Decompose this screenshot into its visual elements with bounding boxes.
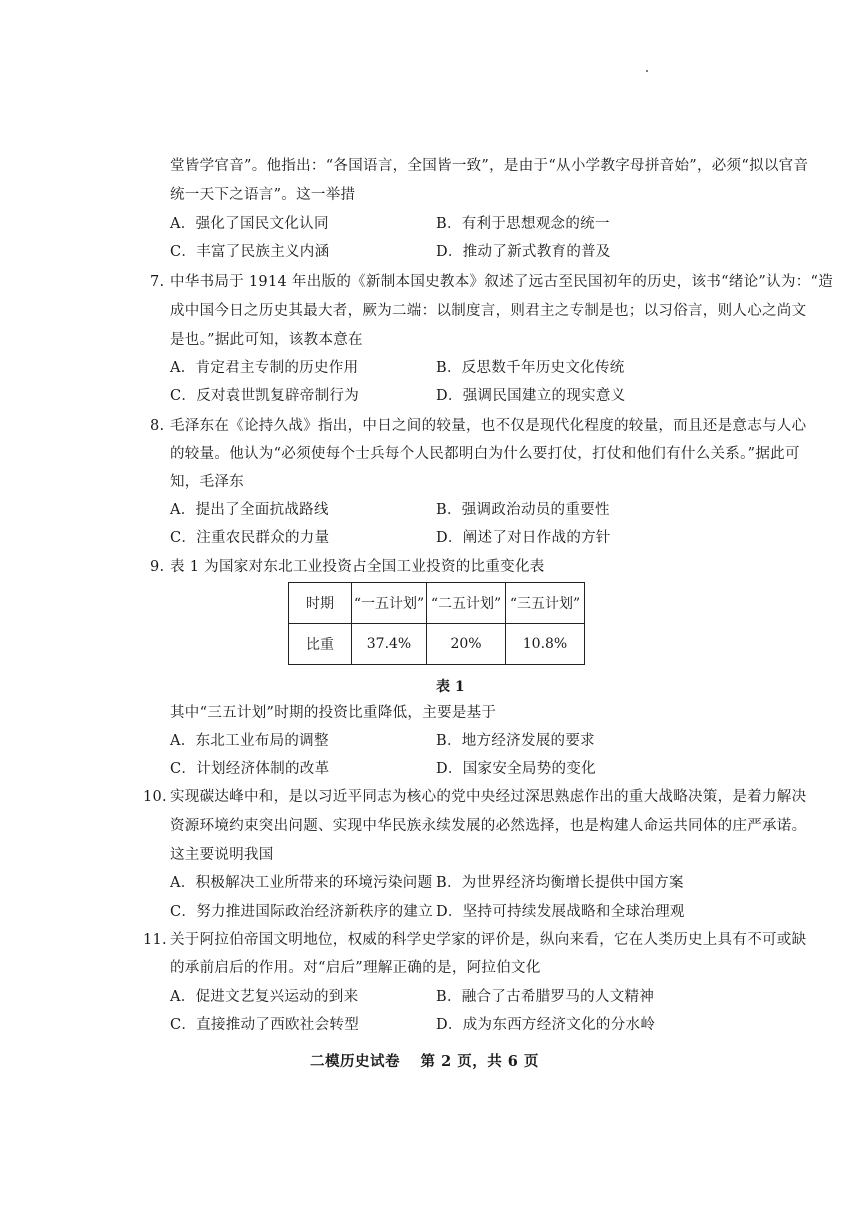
table-header-row: [289, 583, 585, 624]
table-caption: 表 1: [436, 679, 465, 695]
question-7-option-b: B．反思数千年历史文化传统: [436, 360, 625, 376]
question-9-option-a: A．东北工业布局的调整: [170, 733, 329, 749]
question-9-number: 9.: [150, 559, 165, 575]
table-header-cell: “二五计划”: [427, 583, 506, 624]
question-7-option-d: D．强调民国建立的现实意义: [436, 388, 626, 404]
question-8-text-line-3: 知，毛泽东: [170, 474, 244, 490]
question-8-option-a: A．提出了全面抗战路线: [170, 502, 329, 518]
question-6-text-line-1: 堂皆学官音”。他指出：“各国语言，全国皆一致”，是由于“从小学教字母拼音始”，必须“拟以官音: [170, 158, 809, 174]
question-7-text-line-3: 是也。”据此可知，该教本意在: [170, 332, 363, 348]
question-8-text-line-1: 毛泽东在《论持久战》指出，中日之间的较量，也不仅是现代化程度的较量，而且还是意志与人心: [170, 418, 807, 434]
question-10-text-line-2: 资源环境约束突出问题、实现中华民族永续发展的必然选择，也是构建人命运共同体的庄严承诺。: [170, 818, 807, 834]
question-7-number: 7.: [150, 274, 165, 290]
table-1: [288, 582, 585, 665]
question-9-text-line-2: 其中“三五计划”时期的投资比重降低，主要是基于: [170, 705, 497, 721]
question-10-number: 10.: [143, 789, 167, 805]
question-8-option-d: D．阐述了对日作战的方针: [436, 530, 611, 546]
question-10-text-line-3: 这主要说明我国: [170, 847, 274, 863]
question-11-text-line-2: 的承前启后的作用。对“启后”理解正确的是，阿拉伯文化: [170, 960, 541, 976]
table-header-cell: “一五计划”: [352, 583, 427, 624]
question-7-option-a: A．肯定君主专制的历史作用: [170, 360, 359, 376]
table-cell: 37.4%: [352, 624, 427, 665]
question-8-option-c: C．注重农民群众的力量: [170, 530, 330, 546]
table-cell: 20%: [427, 624, 506, 665]
question-8-option-b: B．强调政治动员的重要性: [436, 502, 610, 518]
table-header-cell: “三五计划”: [506, 583, 585, 624]
question-9-option-c: C．计划经济体制的改革: [170, 761, 330, 777]
question-11-option-b: B．融合了古希腊罗马的人文精神: [436, 989, 655, 1005]
question-6-option-d: D．推动了新式教育的普及: [436, 244, 611, 260]
question-6-text-line-2: 统一天下之语言”。这一举措: [170, 187, 356, 203]
question-6-option-a: A．强化了国民文化认同: [170, 216, 329, 232]
question-8-text-line-2: 的较量。他认为“必须使每个士兵每个人民都明白为什么要打仗，打仗和他们有什么关系。”据此可: [170, 446, 800, 462]
table-cell: 比重: [289, 624, 352, 665]
question-10-option-d: D．坚持可持续发展战略和全球治理观: [436, 904, 685, 920]
question-7-text-line-2: 成中国今日之历史其最大者，厥为二端：以制度言，则君主之专制是也；以习俗言，则人心之尚文: [170, 303, 807, 319]
question-10-option-c: C．努力推进国际政治经济新秩序的建立: [170, 904, 433, 920]
question-11-option-c: C．直接推动了西欧社会转型: [170, 1017, 359, 1033]
page-footer: 二模历史试卷 第 2 页，共 6 页: [310, 1053, 539, 1070]
table-row: [289, 624, 585, 665]
question-9-text-line-1: 表 1 为国家对东北工业投资占全国工业投资的比重变化表: [170, 559, 545, 575]
question-11-option-d: D．成为东西方经济文化的分水岭: [436, 1017, 656, 1033]
question-11-number: 11.: [143, 932, 167, 948]
question-7-text-line-1: 中华书局于 1914 年出版的《新制本国史教本》叙述了远古至民国初年的历史，该书“绪论”认为：“造: [170, 274, 834, 290]
table-cell: 10.8%: [506, 624, 585, 665]
table-header-cell: 时期: [289, 583, 352, 624]
scan-speck: [646, 70, 648, 72]
question-10-option-b: B．为世界经济均衡增长提供中国方案: [436, 875, 684, 891]
question-11-text-line-1: 关于阿拉伯帝国文明地位，权威的科学史学家的评价是，纵向来看，它在人类历史上具有不可或缺: [170, 932, 807, 948]
question-10-option-a: A．积极解决工业所带来的环境污染问题: [170, 875, 433, 891]
question-11-option-a: A．促进文艺复兴运动的到来: [170, 989, 359, 1005]
question-8-number: 8.: [150, 418, 165, 434]
question-9-option-b: B．地方经济发展的要求: [436, 733, 595, 749]
question-7-option-c: C．反对袁世凯复辟帝制行为: [170, 388, 359, 404]
question-6-option-c: C．丰富了民族主义内涵: [170, 244, 330, 260]
question-6-option-b: B．有利于思想观念的统一: [436, 216, 610, 232]
question-10-text-line-1: 实现碳达峰中和，是以习近平同志为核心的党中央经过深思熟虑作出的重大战略决策，是着力解决: [170, 789, 807, 805]
question-9-option-d: D．国家安全局势的变化: [436, 761, 596, 777]
